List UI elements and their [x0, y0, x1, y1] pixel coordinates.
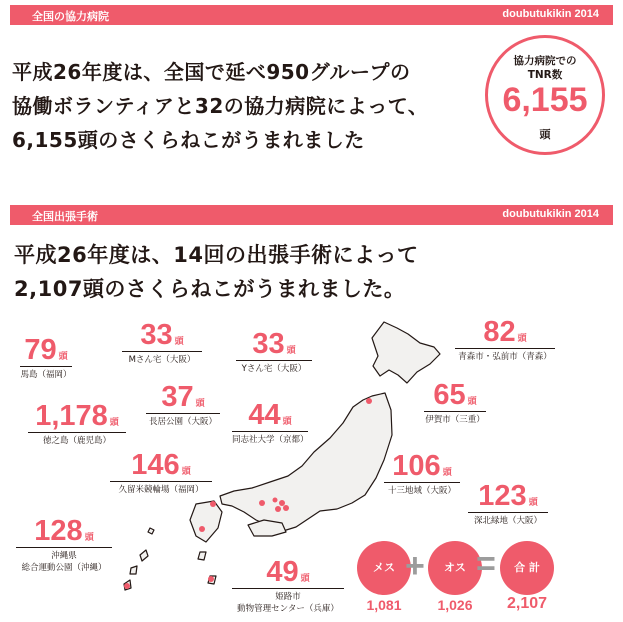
site-dot: [259, 500, 265, 506]
plus-symbol: +: [405, 547, 425, 585]
site-dot: [283, 505, 289, 511]
site-unit: 頭: [84, 533, 94, 543]
site-unit: 頭: [300, 574, 310, 584]
site-dot: [279, 500, 285, 506]
equals-symbol: =: [476, 545, 496, 583]
site-label: [28, 402, 126, 447]
site-location: 動物管理センター（兵庫）: [237, 604, 339, 614]
tnr-count-value: 6,155: [502, 81, 588, 119]
site-location: 伊賀市（三重）: [425, 415, 485, 425]
site-location: 十三地域（大阪）: [387, 486, 456, 496]
site-location: Yさん宅（大阪）: [241, 364, 307, 374]
site-count: 128: [34, 515, 83, 547]
site-location: 青森市・弘前市（青森）: [458, 352, 552, 362]
site-count: 33: [252, 328, 285, 360]
site-dot: [208, 576, 214, 582]
site-count: 37: [161, 381, 194, 413]
text-line: 協働ボランティアと32の協力病院によって、: [12, 94, 429, 118]
site-label: [16, 517, 112, 574]
site-dot: [124, 583, 130, 589]
site-location: 姫路市: [275, 592, 301, 602]
shikoku-shape: [248, 520, 286, 536]
site-label: [122, 321, 202, 366]
site-label: [232, 558, 344, 615]
site-count: 65: [433, 379, 466, 411]
site-dot: [275, 506, 281, 512]
site-count: 79: [24, 334, 57, 366]
text-line: 6,155頭のさくらねこがうまれました: [12, 128, 365, 152]
kyushu-shape: [190, 501, 222, 542]
tnr-count-unit: 頭: [539, 128, 551, 141]
site-location: Mさん宅（大阪）: [128, 355, 196, 365]
text-line: 平成26年度は、14回の出張手術によって: [14, 243, 419, 267]
site-label: [146, 383, 220, 428]
site-label: [468, 482, 548, 527]
site-unit: 頭: [467, 397, 477, 407]
site-unit: 頭: [282, 417, 292, 427]
site-label: [232, 401, 308, 446]
site-unit: 頭: [181, 467, 191, 477]
site-unit: 頭: [195, 399, 205, 409]
brand-label: doubutukikin 2014: [502, 208, 599, 220]
site-count: 49: [266, 556, 299, 588]
site-dot: [273, 498, 278, 503]
total-badge: 合 計: [500, 541, 554, 595]
island-shape: [148, 528, 154, 534]
site-count: 123: [478, 480, 527, 512]
site-location: 久留米競輪場（福岡）: [118, 485, 204, 495]
site-location: 同志社大学（京都）: [232, 435, 309, 445]
site-count: 1,178: [35, 400, 108, 432]
circle-caption: 協力病院での: [513, 55, 577, 67]
circle-caption: TNR数: [527, 69, 563, 81]
section-title: 全国出張手術: [32, 210, 98, 223]
site-label: [20, 336, 72, 381]
site-label: [424, 381, 486, 426]
brand-label: doubutukikin 2014: [502, 8, 599, 20]
site-location: 馬島（福岡）: [20, 370, 72, 380]
site-unit: 頭: [442, 468, 452, 478]
site-location: 徳之島（鹿児島）: [42, 436, 111, 446]
site-location: 沖縄県: [51, 551, 77, 561]
site-dot: [366, 398, 372, 404]
site-unit: 頭: [517, 334, 527, 344]
island-shape: [140, 550, 148, 561]
site-count: 146: [131, 449, 180, 481]
site-label: [110, 451, 212, 496]
site-unit: 頭: [58, 352, 68, 362]
site-location: 長居公園（大阪）: [148, 417, 217, 427]
site-unit: 頭: [174, 337, 184, 347]
site-label: [455, 318, 555, 363]
site-count: 44: [248, 399, 281, 431]
site-count: 33: [140, 319, 173, 351]
male-count: 1,026: [437, 597, 473, 613]
site-count: 106: [392, 450, 441, 482]
site-label: [384, 452, 460, 497]
site-unit: 頭: [528, 498, 538, 508]
island-shape: [198, 552, 206, 560]
site-dot: [199, 526, 205, 532]
male-badge: オス: [428, 541, 482, 595]
site-location: 総合運動公園（沖縄）: [21, 563, 107, 573]
text-line: 2,107頭のさくらねこがうまれました。: [14, 277, 406, 301]
site-dot: [210, 501, 216, 507]
female-count: 1,081: [366, 597, 402, 613]
site-unit: 頭: [286, 346, 296, 356]
female-badge: メス: [357, 541, 411, 595]
site-count: 82: [483, 316, 516, 348]
hokkaido-shape: [372, 322, 440, 383]
site-unit: 頭: [109, 418, 119, 428]
site-location: 深北緑地（大阪）: [473, 516, 542, 526]
text-line: 平成26年度は、全国で延べ950グループの: [12, 60, 411, 84]
total-count: 2,107: [506, 595, 548, 612]
site-label: [236, 330, 312, 375]
section-title: 全国の協力病院: [32, 10, 109, 23]
island-shape: [130, 566, 137, 574]
